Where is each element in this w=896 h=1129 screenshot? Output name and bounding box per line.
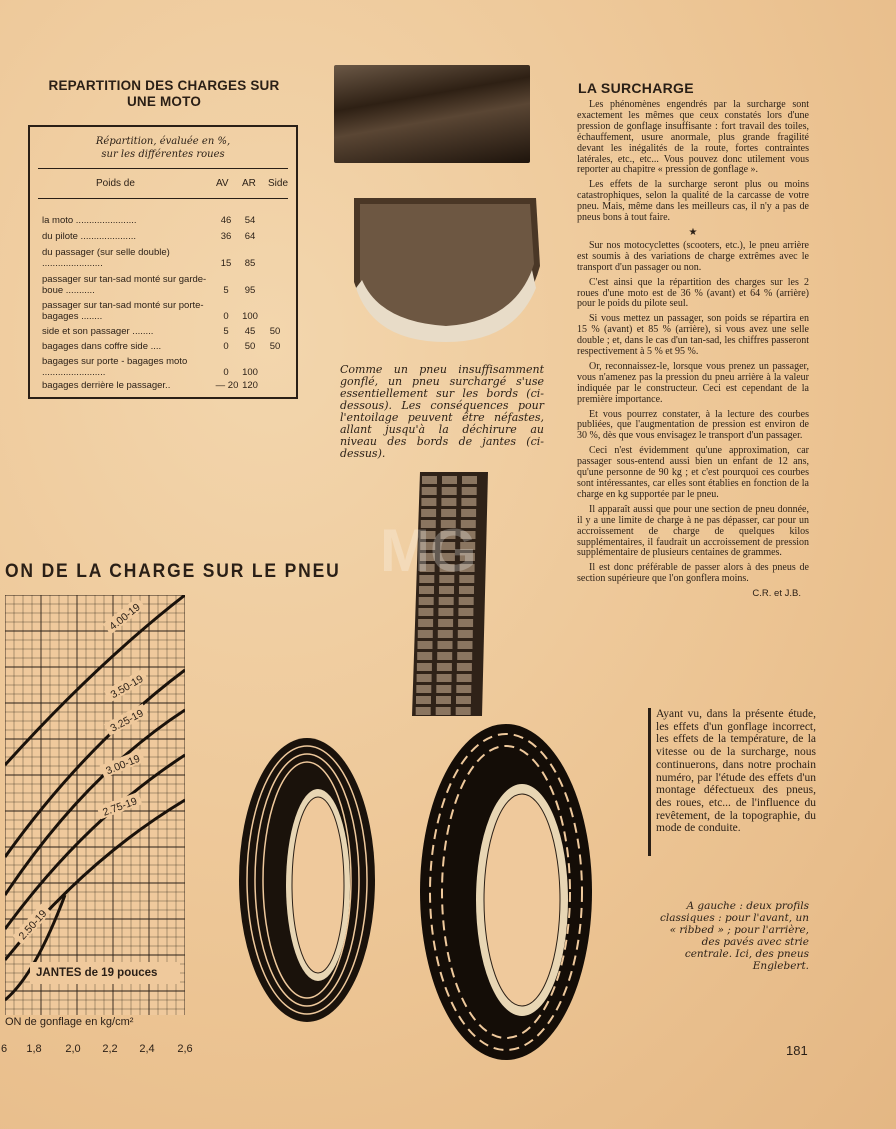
- tread-block: [461, 498, 476, 506]
- tread-block: [422, 487, 437, 495]
- row-label: la moto .......................: [42, 215, 137, 226]
- chart-x-label: ON de gonflage en kg/cm²: [5, 1016, 134, 1028]
- row-ar: 45: [244, 326, 256, 337]
- tread-block: [436, 696, 451, 704]
- chart-x-ticks: [0, 1043, 200, 1059]
- chart-title: ON DE LA CHARGE SUR LE PNEU: [5, 561, 341, 582]
- article-paragraph: Les effets de la surcharge seront plus ou moins catastrophiques, selon la qualité de la carcasse de votre pneu. Mais, même dans les meilleurs cas, il n'y a pas de pneus bons à tout faire.: [577, 179, 809, 224]
- series-label: 3.00-19: [104, 752, 142, 778]
- tread-block: [422, 476, 437, 484]
- tyre-wear-photo: [350, 192, 544, 342]
- table-rule: [38, 198, 288, 199]
- row-label: bagages sur porte - bagages moto ........................: [42, 356, 188, 378]
- next-issue-box: Ayant vu, dans la présente étude, les effets d'un gonflage incorrect, les effets de la température, de la vitesse ou de la surcharge, nous continuerons, dans notre prochain numéro, par l'étude des effets d'un montage défectueux des pneus, des roues, etc... de l'influence du revêtement, de la topographie, du mode de conduite.: [648, 708, 816, 856]
- tread-block: [456, 696, 471, 704]
- row-ar: 95: [244, 285, 256, 296]
- tread-block: [457, 663, 472, 671]
- series-label: 2.50-19: [16, 907, 50, 943]
- row-av: 5: [223, 285, 229, 296]
- row-label: passager sur tan-sad monté sur porte-bagages ........: [42, 300, 204, 322]
- table-rule: [38, 168, 288, 169]
- tread-block: [416, 685, 431, 693]
- photo-caption: Comme un pneu insuffisamment gonflé, un pneu surchargé s'use essentiellement sur les bords (ci-dessous). Les conséquences pour l'entoilage peuvent être néfastes, allant jusqu'à la déchirure au niveau des bords de jantes (ci-dessus).: [340, 363, 544, 460]
- tread-block: [457, 674, 472, 682]
- header-poids: Poids de: [96, 178, 135, 189]
- row-label: bagages derrière le passager..: [42, 380, 171, 391]
- tread-block: [416, 696, 431, 704]
- tread-block: [458, 630, 473, 638]
- tread-block: [438, 619, 453, 627]
- row-ar: 64: [244, 231, 256, 242]
- repartition-table: [28, 125, 298, 399]
- article-paragraph: Ceci n'est évidemment qu'une approximation, car passager sous-entend aussi bien un enfant de 12 ans, qu'une personne de 90 kg ; et c'est pourquoi ces courbes sont intéressantes, car elles sont établies en fonction de la charge en kg supportée par le pneu.: [577, 445, 809, 500]
- tread-block: [458, 641, 473, 649]
- pressure-chart: [5, 595, 185, 1015]
- tread-block: [417, 652, 432, 660]
- tread-block: [462, 476, 477, 484]
- row-av: 0: [223, 367, 229, 378]
- x-tick-label: 2,2: [102, 1043, 118, 1055]
- row-side: 50: [269, 326, 281, 337]
- block-tread-tyre-illustration: [418, 722, 594, 1062]
- article-signature: C.R. et J.B.: [752, 588, 801, 600]
- x-tick-label: 2,6: [177, 1043, 193, 1055]
- table-row: [42, 247, 288, 271]
- x-tick-label: 2,0: [65, 1043, 81, 1055]
- article-paragraph: Si vous mettez un passager, son poids se répartira en 15 % (avant) et 85 % (arrière), si vous avez une selle double ; et, dans le cas d'un tan-sad, les chiffres passeront respectivement à 5 % et 95 %.: [577, 313, 809, 358]
- chart-annotation: JANTES de 19 pouces: [30, 962, 180, 984]
- tyre-edge-photo: [334, 65, 530, 163]
- series-label: 4.00-19: [107, 601, 143, 633]
- row-ar: 100: [242, 311, 258, 322]
- row-label: passager sur tan-sad monté sur garde-boue ...........: [42, 274, 207, 296]
- row-ar: 54: [244, 215, 256, 226]
- article-paragraph: C'est ainsi que la répartition des charges sur les 2 roues d'une moto est de 36 % (avant) et 64 % (arrière) pour le poids du pilote seul.: [577, 276, 809, 310]
- article-paragraph: Les phénomènes engendrés par la surcharge sont exactement les mêmes que ceux constatés lors d'une pression de gonflage insuffisante : fort travail des toiles, échauffement, usure anormale, plus grande fragilité devant les inégalités de la route, fortes contraintes latérales, etc., etc... Vous pouvez donc utilement vous reporter au chapitre « pression de gonflage ».: [577, 99, 809, 176]
- tread-block: [456, 707, 471, 715]
- tread-block: [458, 619, 473, 627]
- series-label: 2.75-19: [101, 795, 139, 819]
- series-label: 3.50-19: [108, 672, 146, 702]
- header-side: Side: [268, 178, 289, 189]
- tread-block: [437, 652, 452, 660]
- tread-block: [438, 630, 453, 638]
- tread-block: [416, 707, 431, 715]
- article-paragraph: Il est donc préférable de passer alors à des pneus de section supérieure que l'on gonflera moins.: [577, 562, 809, 585]
- series-label: 3.25-19: [108, 707, 146, 735]
- tread-block: [437, 674, 452, 682]
- tread-block: [457, 652, 472, 660]
- tread-block: [417, 674, 432, 682]
- row-av: 15: [220, 258, 232, 269]
- surcharge-article: [577, 100, 809, 604]
- tread-block: [438, 641, 453, 649]
- article-paragraph: Il apparaît aussi que pour une section de pneu donnée, il y a une limite de charge à ne pas dépasser, car pour un accroissement de charge de quelques kilos supplémentaires, il faudrait un accroissement de pression supplémentaire de plusieurs centaines de grammes.: [577, 503, 809, 559]
- x-tick-label: 1,8: [26, 1043, 42, 1055]
- row-ar: 120: [242, 380, 258, 391]
- tread-block: [436, 707, 451, 715]
- x-tick-label: 2,4: [139, 1043, 155, 1055]
- tread-block: [418, 641, 433, 649]
- article-paragraph: Sur nos motocyclettes (scooters, etc.), le pneu arrière est soumis à des variations de charge extrêmes avec le transport d'un passager ou non.: [577, 239, 809, 273]
- row-av: 36: [220, 231, 232, 242]
- row-ar: 50: [244, 341, 256, 352]
- tread-block: [418, 619, 433, 627]
- row-label: du passager (sur selle double) .......................: [42, 247, 170, 269]
- row-side: 50: [269, 341, 281, 352]
- ribbed-tyre-illustration: [236, 735, 378, 1025]
- tyre-caption: A gauche : deux profils classiques : pour l'avant, un « ribbed » ; pour l'arrière, des pavés avec strie centrale. Ici, des pneus Englebert.: [660, 900, 809, 972]
- repartition-title: REPARTITION DES CHARGES SUR UNE MOTO: [48, 78, 280, 109]
- tread-block: [456, 685, 471, 693]
- tread-block: [441, 498, 456, 506]
- tread-block: [417, 663, 432, 671]
- row-label: side et son passager ........: [42, 326, 154, 337]
- tread-block: [418, 630, 433, 638]
- row-av: 0: [223, 311, 229, 322]
- row-label: du pilote .....................: [42, 231, 136, 242]
- page-number: 181: [786, 1043, 808, 1058]
- tread-block: [442, 487, 457, 495]
- star-icon: ★: [688, 226, 698, 238]
- article-paragraph: Et vous pourrez constater, à la lecture des courbes publiées, que l'augmentation de pression est environ de 30 %, dès que vous envisagez le transport d'un passager.: [577, 408, 809, 442]
- row-ar: 100: [242, 367, 258, 378]
- row-av: — 20: [215, 380, 239, 391]
- x-tick-label: 6: [0, 1043, 8, 1055]
- tread-block: [462, 487, 477, 495]
- header-av: AV: [216, 178, 229, 189]
- surcharge-title: LA SURCHARGE: [578, 80, 694, 96]
- article-paragraph: Or, reconnaissez-le, lorsque vous prenez un passager, vous n'amenez pas la pression du pneu arrière à la valeur indiquée par le constructeur. Ceci est cependant de la première importance.: [577, 360, 809, 405]
- watermark-logo: MG: [380, 517, 477, 584]
- tread-block: [442, 476, 457, 484]
- row-ar: 85: [244, 258, 256, 269]
- tread-block: [421, 498, 436, 506]
- tread-block: [436, 685, 451, 693]
- row-label: bagages dans coffre side ....: [42, 341, 162, 352]
- tread-block: [437, 663, 452, 671]
- row-av: 0: [223, 341, 229, 352]
- row-av: 46: [220, 215, 232, 226]
- row-av: 5: [223, 326, 229, 337]
- header-ar: AR: [242, 178, 256, 189]
- repartition-caption: Répartition, évaluée en %, sur les différentes roues: [95, 136, 231, 160]
